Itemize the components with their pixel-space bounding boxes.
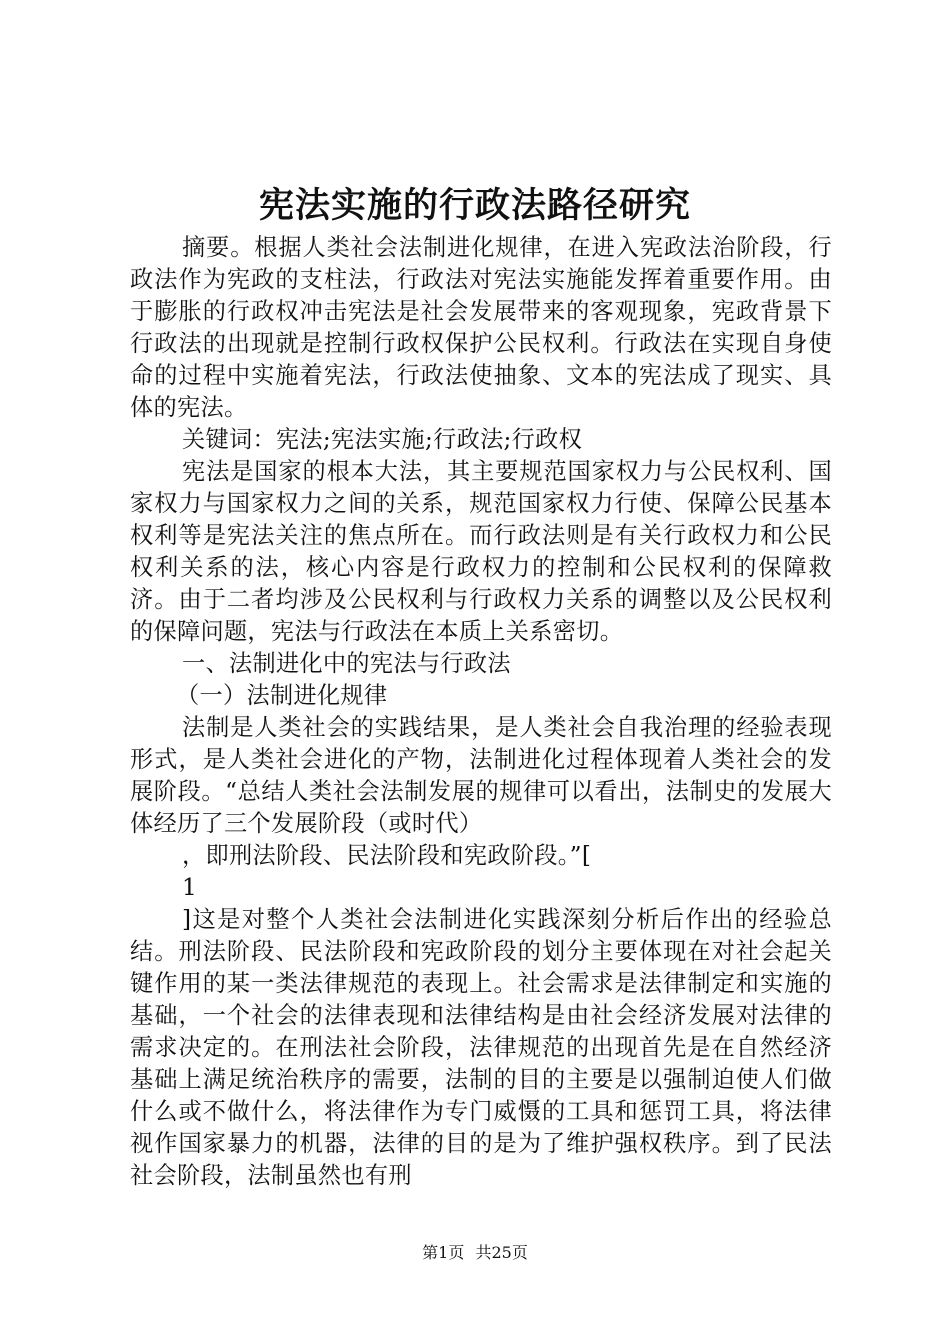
body-paragraph: ]这是对整个人类社会法制进化实践深刻分析后作出的经验总结。刑法阶段、民法阶段和宪政阶段的划分主要体现在对社会起关键作用的某一类法律规范的表现上。社会需求是法律制定和实施的基础，一个社会的法律表现和法律结构是由社会经济发展对法律的需求决定的。在刑法社会阶段，法律规范的出现首先是在自然经济基础上满足统治秩序的需要，法制的目的主要是以强制迫使人们做什么或不做什么，将法律作为专门威慑的工具和惩罚工具，将法律视作国家暴力的机器，法律的目的是为了维护强权秩序。到了民法社会阶段，法制虽然也有刑 <box>130 906 832 1189</box>
keywords-paragraph: 关键词：宪法;宪法实施;行政法;行政权 <box>182 426 583 453</box>
subsection-heading: （一）法制进化规律 <box>176 682 388 709</box>
document-body <box>130 232 832 1192</box>
page-footer <box>0 1242 950 1264</box>
page-total: 共25页 <box>475 1243 528 1262</box>
document-title: 宪法实施的行政法路径研究 <box>258 185 691 226</box>
body-paragraph: 法制是人类社会的实践结果，是人类社会自我治理的经验表现形式，是人类社会进化的产物，法制进化过程体现着人类社会的发展阶段。“总结人类社会法制发展的规律可以看出，法制史的发展大体经历了三个发展阶段（或时代） <box>130 714 832 837</box>
body-paragraph: 宪法是国家的根本大法，其主要规范国家权力与公民权利、国家权力与国家权力之间的关系，规范国家权力行使、保障公民基本权利等是宪法关注的焦点所在。而行政法则是有关行政权力和公民权利关系的法，核心内容是行政权力的控制和公民权利的保障救济。由于二者均涉及公民权利与行政权力关系的调整以及公民权利的保障问题，宪法与行政法在本质上关系密切。 <box>130 458 832 645</box>
body-paragraph: ，即刑法阶段、民法阶段和宪政阶段。”[ <box>182 842 592 869</box>
abstract-paragraph: 摘要。根据人类社会法制进化规律，在进入宪政法治阶段，行政法作为宪政的支柱法，行政法对宪法实施能发挥着重要作用。由于膨胀的行政权冲击宪法是社会发展带来的客观现象，宪政背景下行政法的出现就是控制行政权保护公民权利。行政法在实现自身使命的过程中实施着宪法，行政法使抽象、文本的宪法成了现实、具体的宪法。 <box>130 234 832 421</box>
page-number: 第1页 <box>422 1243 465 1262</box>
section-heading: 一、法制进化中的宪法与行政法 <box>182 650 511 677</box>
citation-number: 1 <box>182 874 198 901</box>
